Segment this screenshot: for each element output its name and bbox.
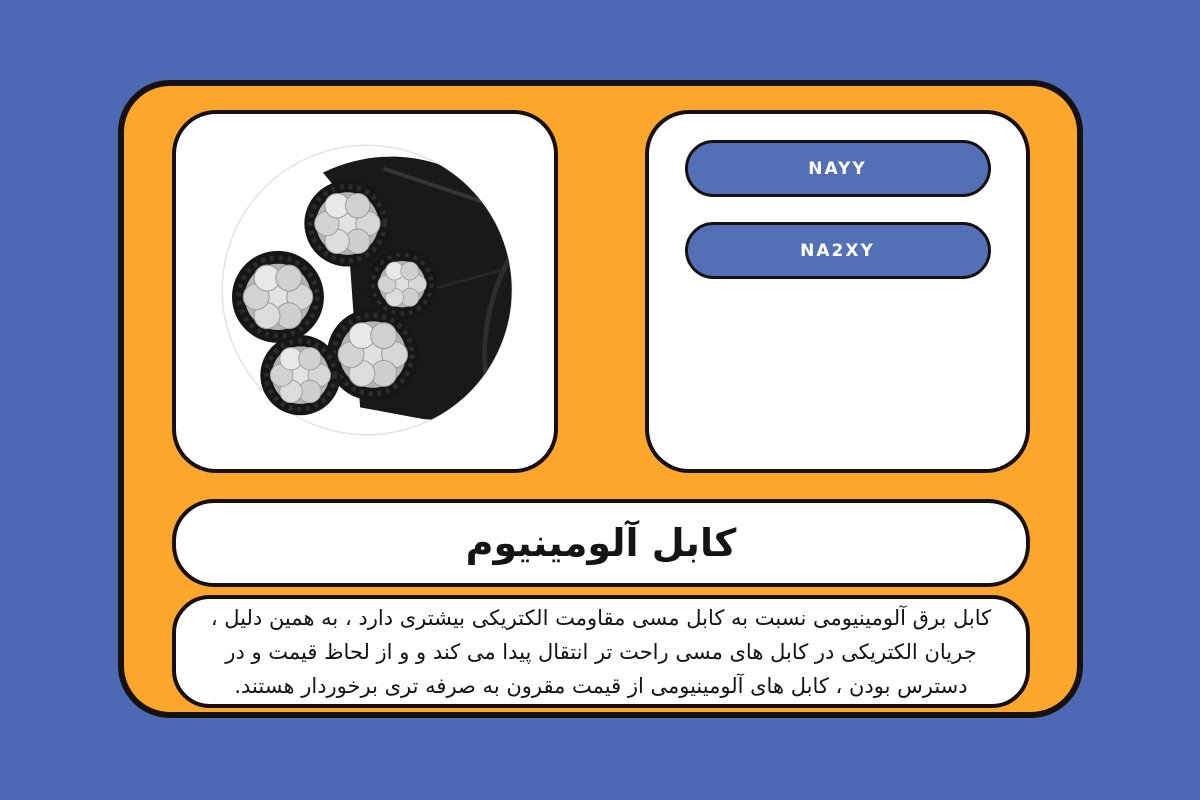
conductor-bottom-mid xyxy=(327,309,419,401)
conductor-right-small xyxy=(367,249,437,319)
product-image-panel xyxy=(172,110,558,473)
title-bar xyxy=(172,499,1030,587)
cable-type-label-na2xy: NA2XY xyxy=(800,240,875,261)
conductor-top xyxy=(304,181,390,267)
info-card xyxy=(118,80,1083,718)
description-text: کابل برق آلومینیومی نسبت به کابل مسی مقاومت الکتریکی بیشتری دارد ، به همین دلیل ، جریان الکتریکی در کابل های مسی راحت تر انتقال پیدا می کند و و از لحاظ قیمت و در دسترس بودن ، کابل های آلومینیومی از قیمت مقرون به صرفه تری برخوردار هستند. xyxy=(210,605,992,698)
cable-type-button-nayy[interactable] xyxy=(685,140,991,197)
conductor-bottom-left xyxy=(260,335,340,415)
cable-type-button-na2xy[interactable] xyxy=(685,222,991,279)
description-box xyxy=(172,595,1030,708)
conductor-left xyxy=(232,251,324,343)
aluminum-cable-photo xyxy=(176,114,554,469)
cable-type-panel xyxy=(645,110,1030,473)
cable-type-label-nayy: NAYY xyxy=(808,158,867,179)
page-title: کابل آلومینیوم xyxy=(465,521,737,565)
